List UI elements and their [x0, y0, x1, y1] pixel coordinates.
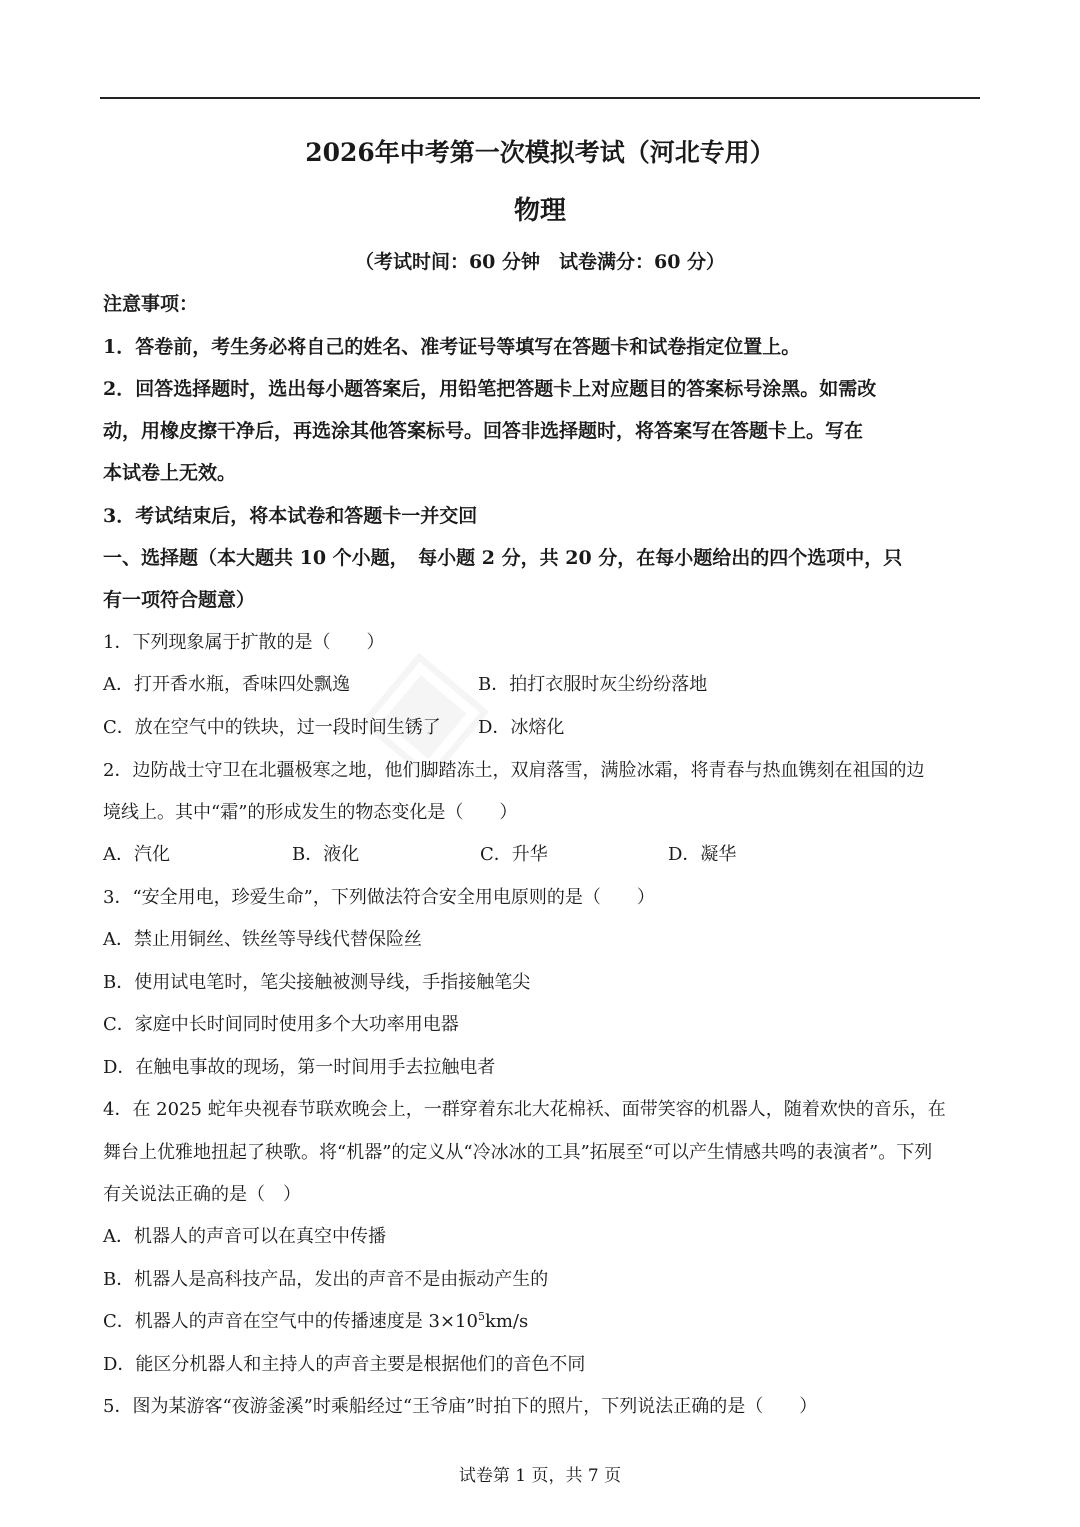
q2-stem-line-1: 2．边防战士守卫在北疆极寒之地，他们脚踏冻土，双肩落雪，满脸冰霜，将青春与热血镌刻在祖国的边 — [103, 760, 925, 781]
q4-option-b: B．机器人是高科技产品，发出的声音不是由振动产生的 — [103, 1269, 549, 1290]
q4-option-d: D．能区分机器人和主持人的声音主要是根据他们的音色不同 — [103, 1354, 586, 1375]
q5-stem: 5．图为某游客“夜游釜溪”时乘船经过“王爷庙”时拍下的照片，下列说法正确的是（ ） — [103, 1396, 818, 1417]
notice-item-2-line-3: 本试卷上无效。 — [103, 462, 237, 484]
exam-title: 2026年中考第一次模拟考试（河北专用） — [305, 138, 775, 167]
q4-stem-line-3: 有关说法正确的是（ ） — [103, 1184, 301, 1205]
q2-option-b: B．液化 — [292, 844, 360, 865]
notice-item-2-line-1: 2．回答选择题时，选出每小题答案后，用铅笔把答题卡上对应题目的答案标号涂黑。如需改 — [103, 378, 877, 400]
q3-stem: 3．“安全用电，珍爱生命”，下列做法符合安全用电原则的是（ ） — [103, 887, 655, 908]
q3-option-d: D．在触电事故的现场，第一时间用手去拉触电者 — [103, 1057, 496, 1078]
q1-option-d: D．冰熔化 — [478, 717, 565, 738]
section-heading-line-2: 有一项符合题意） — [103, 589, 256, 611]
notice-item-3: 3．考试结束后，将本试卷和答题卡一并交回 — [103, 505, 478, 527]
q2-option-a: A．汽化 — [103, 844, 170, 865]
top-rule — [100, 97, 980, 99]
subject-title: 物理 — [513, 196, 566, 226]
q4-stem-line-2: 舞台上优雅地扭起了秧歌。将“机器”的定义从“冷冰冰的工具”拓展至“可以产生情感共鸣的表演者”。下列 — [103, 1142, 933, 1163]
q4-option-c-text: C．机器人的声音在空气中的传播速度是 3×10 — [103, 1311, 478, 1332]
q2-option-d: D．凝华 — [668, 844, 737, 865]
q1-option-c: C．放在空气中的铁块，过一段时间生锈了 — [103, 717, 441, 738]
notice-item-2-line-2: 动，用橡皮擦干净后，再选涂其他答案标号。回答非选择题时，将答案写在答题卡上。写在 — [103, 420, 864, 442]
notice-item-1: 1．答卷前，考生务必将自己的姓名、准考证号等填写在答题卡和试卷指定位置上。 — [103, 336, 801, 358]
q4-option-c-unit: km/s — [484, 1311, 529, 1332]
page-footer: 试卷第 1 页，共 7 页 — [458, 1466, 622, 1486]
q1-option-a: A．打开香水瓶，香味四处飘逸 — [103, 674, 350, 695]
notice-heading: 注意事项： — [103, 293, 199, 315]
q4-stem-line-1: 4．在 2025 蛇年央视春节联欢晚会上，一群穿着东北大花棉袄、面带笑容的机器人，随着欢快的音乐，在 — [103, 1099, 946, 1120]
q4-option-c — [103, 1309, 528, 1335]
section-heading-line-1: 一、选择题（本大题共 10 个小题， 每小题 2 分，共 20 分，在每小题给出的四个选项中，只 — [103, 547, 903, 569]
q3-option-a: A．禁止用铜丝、铁丝等导线代替保险丝 — [103, 929, 422, 950]
q2-stem-line-2: 境线上。其中“霜”的形成发生的物态变化是（ ） — [103, 802, 518, 823]
q1-option-b: B．拍打衣服时灰尘纷纷落地 — [478, 674, 708, 695]
q2-option-c: C．升华 — [480, 844, 548, 865]
q3-option-c: C．家庭中长时间同时使用多个大功率用电器 — [103, 1014, 459, 1035]
exam-info: （考试时间：60 分钟 试卷满分：60 分） — [354, 251, 726, 273]
q3-option-b: B．使用试电笔时，笔尖接触被测导线，手指接触笔尖 — [103, 972, 531, 993]
q1-stem: 1．下列现象属于扩散的是（ ） — [103, 632, 385, 653]
q4-option-a: A．机器人的声音可以在真空中传播 — [103, 1226, 386, 1247]
q4-option-c-exponent: 5 — [477, 1310, 485, 1323]
